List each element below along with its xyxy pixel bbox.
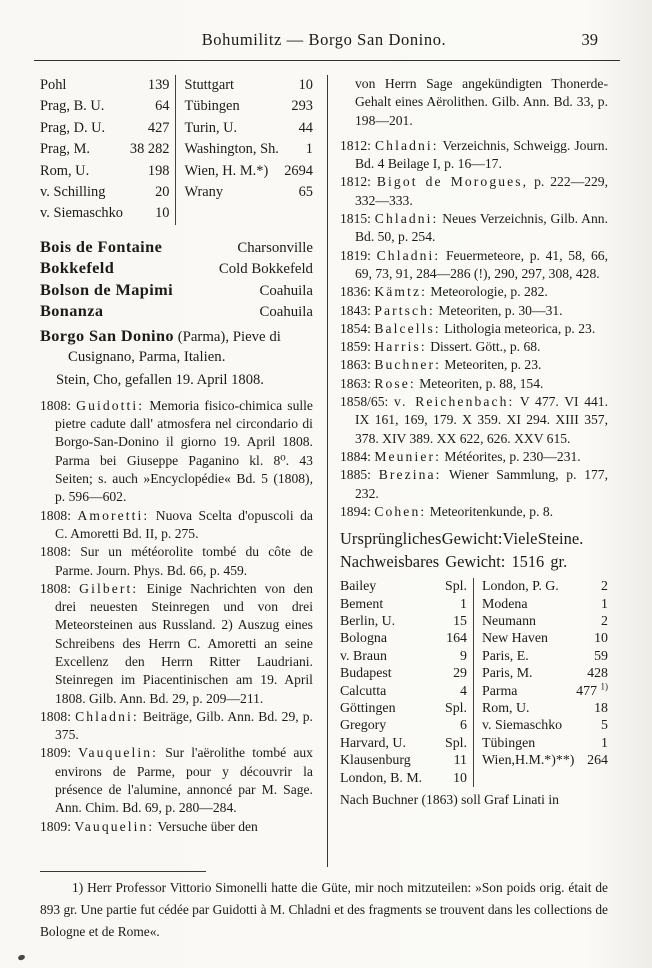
- classification-line: Stein, Cho, gefallen 19. April 1808.: [56, 371, 264, 388]
- table-row: [40, 161, 313, 182]
- entry-author: Chladni:: [375, 137, 439, 153]
- entry-author: Amoretti:: [77, 507, 150, 523]
- bibliography-entry: [340, 356, 608, 374]
- bibliography-entry: [40, 818, 313, 836]
- entry-year: 1819:: [339, 247, 371, 263]
- entry-year: 1858/65:: [339, 394, 389, 410]
- footnote-text: 1) Herr Professor Vittorio Simonelli hatte die Güte, mir noch mitzuteilen: »Son poids orig. était de 893 gr. Une partie fut cédée par Guidotti à M. Chladni et des fragments se trouvent dans les collections de Bologne et de Rome«.: [40, 880, 608, 939]
- index-entries: [40, 237, 313, 323]
- bibliography-entry: [340, 393, 608, 448]
- collection-name: Tübingen: [481, 735, 536, 751]
- collection-name: Prag, M.: [40, 141, 90, 158]
- table-row: [340, 717, 608, 734]
- collection-name: Klausenburg: [339, 753, 411, 769]
- collection-count: 2: [601, 613, 608, 629]
- collection-count: 2694: [284, 162, 313, 179]
- right-column: [327, 75, 608, 867]
- collection-name: Calcutta: [339, 683, 387, 699]
- footnote-marker: 1): [72, 880, 84, 895]
- weight-original-line: Ursprüngliches Gewicht: Viele Steine.: [339, 529, 584, 549]
- entry-author: Gilbert:: [79, 580, 139, 596]
- table-row: [339, 680, 608, 700]
- bibliography-continuation: von Herrn Sage angekündigten Thonerde-Gehalt eines Aërolithen. Gilb. Ann. Bd. 33, p. 198—201.: [354, 76, 608, 128]
- collection-count: 65: [298, 184, 313, 201]
- collection-name: Budapest: [339, 666, 392, 682]
- entry-year: 1884:: [339, 448, 371, 464]
- collection-name: Turin, U.: [184, 119, 238, 136]
- table-row: [340, 735, 608, 752]
- collection-count: 293: [291, 98, 313, 115]
- collection-count: 477 $^{1)}$: [576, 680, 608, 699]
- entry-text: Dissert. Gött., p. 68.: [430, 339, 541, 355]
- table-row: [340, 752, 608, 769]
- table-row: [340, 770, 608, 787]
- collection-count: 2: [601, 579, 608, 595]
- scan-smudge: [17, 954, 25, 961]
- collection-name: [184, 203, 312, 224]
- collection-name: London, B. M.: [339, 770, 423, 786]
- entry-author: Buchner:: [374, 357, 441, 373]
- collection-count: 29: [453, 666, 467, 682]
- entry-author: Cohen:: [374, 503, 427, 519]
- entry-author: Guidotti:: [76, 397, 145, 413]
- collection-count: Spl.: [444, 735, 467, 751]
- entry-text: Sur un météorolite tombé du côte de Parme. Journ. Phys. Bd. 66, p. 459.: [55, 544, 313, 578]
- collection-name: London, P. G.: [481, 579, 559, 595]
- bibliography-entry: [340, 283, 608, 301]
- entry-year: 1809:: [40, 818, 71, 834]
- collection-count: 11: [453, 753, 467, 769]
- entry-text: p. 222—229, 332—333.: [354, 174, 608, 208]
- entry-year: 1808:: [40, 544, 71, 560]
- closing-line: Nach Buchner (1863) soll Graf Linati in: [339, 792, 559, 807]
- entry-text: Versuche über den: [157, 818, 258, 834]
- collection-count: 139: [147, 77, 170, 93]
- collection-name: Prag, B. U.: [40, 98, 105, 115]
- collection-count: 38 282: [129, 141, 170, 158]
- collection-name: Wrany: [184, 184, 224, 201]
- entry-author: Bigot de Morogues,: [376, 174, 529, 190]
- table-row: [340, 613, 608, 630]
- collection-count: 1: [460, 596, 467, 612]
- collection-name: Wien,H.M.*)**): [481, 753, 575, 769]
- table-row: [340, 630, 608, 647]
- entry-year: 1863:: [339, 357, 371, 373]
- meteorite-name: Bokkefeld: [40, 258, 115, 278]
- collection-name: Rom, U.: [40, 162, 90, 179]
- entry-author: Kämtz:: [374, 284, 427, 300]
- collection-name: Parma: [481, 683, 518, 699]
- collection-table-top: [40, 75, 313, 225]
- collection-count: 164: [446, 631, 467, 647]
- collection-count: 44: [298, 119, 313, 136]
- collection-count: 10: [155, 205, 170, 222]
- entry-year: 1859:: [339, 339, 371, 355]
- header-rule: [34, 60, 620, 61]
- index-entry: [40, 280, 313, 302]
- collection-count: 59: [594, 648, 608, 664]
- entry-author: Chladni:: [75, 708, 139, 724]
- weight-verified-line: Nachweisbares Gewicht: 1516 gr.: [339, 552, 568, 572]
- bibliography-entry: [340, 466, 608, 503]
- collection-name: Berlin, U.: [339, 613, 396, 629]
- entry-year: 1812:: [339, 174, 371, 190]
- collection-count: Spl.: [444, 579, 467, 595]
- entry-author: Balcells:: [374, 320, 441, 336]
- entry-year: 1809:: [40, 745, 71, 761]
- entry-year: 1885:: [339, 467, 371, 483]
- collection-name: Harvard, U.: [339, 735, 406, 751]
- collection-name: v. Siemaschko: [481, 718, 563, 734]
- entry-author: Brezina:: [378, 467, 442, 483]
- collection-count: 10: [594, 631, 608, 647]
- entry-year: 1815:: [339, 211, 371, 227]
- bibliography-entry: [40, 744, 313, 817]
- collection-count: 18: [594, 700, 608, 716]
- meteorite-name: Bois de Fontaine: [40, 236, 163, 256]
- table-row: [340, 596, 608, 613]
- entry-year: 1836:: [339, 284, 371, 300]
- entry-text: Météorites, p. 230—231.: [444, 448, 581, 464]
- left-column: [40, 75, 321, 867]
- entry-author: Harris:: [374, 339, 427, 355]
- collection-count: 15: [453, 613, 467, 629]
- collection-count: 4: [460, 683, 467, 699]
- bibliography-entry: [340, 173, 608, 210]
- entry-year: 1808:: [40, 397, 71, 413]
- collection-name: v. Siemaschko: [40, 205, 123, 222]
- collection-count: 1: [305, 141, 313, 158]
- collection-name: v. Braun: [339, 648, 387, 664]
- entry-text: Memoria fisico-chimica sulle pietre cadute dall' atmosfera nel circondario di Borgo-San-Donino il giorno 19. April 1808. Parma bei Giuseppe Paganino kl. 8⁰. 43 Seiten; s. auch »Encyclopédie« Bd. 5 (1808), p. 596—602.: [55, 397, 313, 505]
- collection-table-bottom: [340, 578, 608, 787]
- bibliography-entry: [340, 302, 608, 320]
- entry-text: Meteoriten, p. 30—31.: [438, 302, 563, 318]
- entry-text: Einige Nachrichten von den drei neuesten Steinregen und von drei Meteorsteinen aus Russland. 2) Auszug eines Schreibens des Herrn C. Amoretti an seine Excellenz den Herrn Ritter Laudriani. Steinregen im Piacentinischen am 19. April 1808. Gilb. Ann. Bd. 29, p. 209—211.: [55, 580, 313, 706]
- collection-name: Washington, Sh.: [184, 141, 279, 158]
- entry-text: Meteorologie, p. 282.: [430, 284, 548, 300]
- table-row: [40, 182, 313, 203]
- meteorite-synonym: Charsonville: [237, 239, 313, 256]
- table-row: [40, 139, 313, 160]
- entry-text: Wiener Sammlung, p. 177, 232.: [354, 467, 608, 501]
- entry-text: Meteoriten, p. 23.: [444, 357, 542, 373]
- collection-name: Paris, M.: [481, 666, 533, 682]
- entry-text: Sur l'aërolithe tombé aux environs de Parme, pour y découvrir la présence de l'alumine, annoncé par M. Sage. Ann. Chim. Bd. 69, p. 280—284.: [55, 745, 313, 816]
- entry-year: 1863:: [339, 375, 371, 391]
- text-columns: [40, 75, 608, 867]
- bibliography-right: [340, 137, 608, 521]
- entry-year: 1808:: [40, 580, 71, 596]
- meteorite-name: Borgo San Donino: [40, 325, 174, 345]
- running-title: Bohumilitz — Borgo San Donino.: [201, 30, 447, 49]
- index-entry: [40, 301, 313, 323]
- entry-author: Chladni:: [374, 211, 439, 227]
- collection-name: Tübingen: [184, 98, 240, 115]
- meteorite-name: Bolson de Mapimi: [40, 279, 174, 299]
- entry-author: Vauquelin:: [74, 818, 155, 834]
- collection-count: 20: [155, 184, 170, 201]
- page-number: 39: [581, 30, 598, 49]
- collection-count: 264: [587, 753, 608, 769]
- entry-year: 1808:: [40, 507, 71, 523]
- collection-name: Wien, H. M.*): [184, 162, 269, 179]
- meteorite-name: Bonanza: [40, 301, 104, 321]
- collection-name: Bement: [339, 596, 384, 612]
- bibliography-entry: [40, 507, 313, 544]
- bibliography-entry: [340, 375, 608, 393]
- bibliography-entry: [340, 503, 608, 521]
- bibliography-entry: [40, 580, 313, 708]
- table-row: [340, 578, 608, 595]
- collection-count: Spl.: [444, 700, 467, 716]
- bibliography-entry: [340, 338, 608, 356]
- entry-text: Lithologia meteorica, p. 23.: [444, 320, 596, 336]
- entry-text: Feuermeteore, p. 41, 58, 66, 69, 73, 91, 284—286 (!), 290, 297, 308, 428.: [354, 247, 608, 281]
- collection-count: 6: [460, 718, 467, 734]
- collection-count: 10: [453, 770, 467, 786]
- table-row: [340, 700, 608, 717]
- bibliography-entry: [40, 543, 313, 580]
- footnote-reference: 1): [600, 680, 608, 691]
- bibliography-entry: [340, 247, 608, 284]
- collection-name: v. Schilling: [40, 184, 106, 201]
- collection-count: 10: [298, 77, 313, 93]
- bibliography-entry: [340, 137, 608, 174]
- entry-author: Chladni:: [376, 247, 441, 263]
- entry-author: Meunier:: [374, 448, 441, 464]
- entry-author: v. Reichenbach:: [393, 394, 515, 410]
- index-entry: [40, 258, 313, 280]
- entry-text: Verzeichnis, Schweigg. Journ. Bd. 4 Beilage I, p. 16—17.: [354, 137, 608, 172]
- collection-name: Stuttgart: [184, 77, 235, 93]
- table-row: [40, 203, 313, 224]
- footnote: [40, 871, 608, 942]
- collection-name: Modena: [481, 596, 528, 612]
- entry-year: 1894:: [339, 503, 371, 519]
- collection-name: Neumann: [481, 613, 536, 629]
- entry-year: 1854:: [339, 320, 371, 336]
- entry-author: Partsch:: [374, 302, 435, 318]
- entry-year: 1812:: [339, 137, 371, 153]
- entry-author: Vauquelin:: [78, 745, 159, 761]
- entry-text: Neues Verzeichnis, Gilb. Ann. Bd. 50, p. 254.: [354, 211, 608, 245]
- page-header: [40, 30, 608, 54]
- main-entry: [40, 326, 313, 368]
- table-row: [340, 648, 608, 665]
- collection-name: New Haven: [481, 631, 548, 647]
- collection-name: Paris, E.: [481, 648, 529, 664]
- entry-text: V 477. VI 441. IX 161, 169, 179. X 359. XI 294. XIII 357, 378. XIV 389. XX 622, 626. XXV 615.: [354, 394, 608, 446]
- collection-count: 428: [587, 666, 608, 682]
- entry-year: 1808:: [40, 708, 71, 724]
- meteorite-synonym: Coahuila: [259, 282, 313, 299]
- table-row: [40, 96, 313, 117]
- table-row: [340, 665, 608, 682]
- collection-name: Gregory: [339, 718, 387, 734]
- collection-count: 64: [155, 98, 170, 115]
- bibliography-entry: [340, 448, 608, 466]
- meteorite-locality: (Parma), Pieve di Cusignano, Parma, Italien.: [68, 328, 281, 366]
- collection-name: Rom, U.: [481, 700, 530, 716]
- collection-count: 427: [147, 119, 170, 136]
- bibliography-entry: [340, 320, 608, 338]
- footnote-rule: [40, 871, 206, 872]
- meteorite-synonym: Cold Bokkefeld: [218, 261, 313, 278]
- bibliography-entry: [40, 708, 313, 745]
- entry-text: Nuova Scelta d'opuscoli da C. Amoretti Bd. II, p. 275.: [55, 507, 313, 541]
- collection-count: 198: [147, 162, 170, 179]
- collection-count: 1: [601, 735, 608, 751]
- collection-name: Pohl: [40, 77, 67, 93]
- entry-author: Rose:: [374, 375, 416, 391]
- collection-name: [482, 770, 608, 787]
- entry-year: 1843:: [339, 302, 371, 318]
- collection-count: 1: [601, 596, 608, 612]
- collection-count: 5: [601, 718, 608, 734]
- collection-name: Prag, D. U.: [40, 119, 106, 136]
- bibliography-entry: [40, 397, 313, 507]
- table-row: [40, 75, 313, 96]
- collection-name: Göttingen: [339, 700, 396, 716]
- entry-text: Meteoriten, p. 88, 154.: [419, 375, 544, 391]
- collection-name: Bologna: [339, 631, 388, 647]
- entry-text: Beiträge, Gilb. Ann. Bd. 29, p. 375.: [55, 708, 313, 743]
- bibliography-entry: [340, 210, 608, 247]
- meteorite-synonym: Coahuila: [259, 304, 313, 321]
- collection-name: Bailey: [339, 579, 377, 595]
- table-row: [40, 118, 313, 139]
- collection-count: 9: [460, 648, 467, 664]
- index-entry: [40, 237, 313, 259]
- entry-text: Meteoritenkunde, p. 8.: [429, 503, 554, 519]
- bibliography-left: [40, 397, 313, 836]
